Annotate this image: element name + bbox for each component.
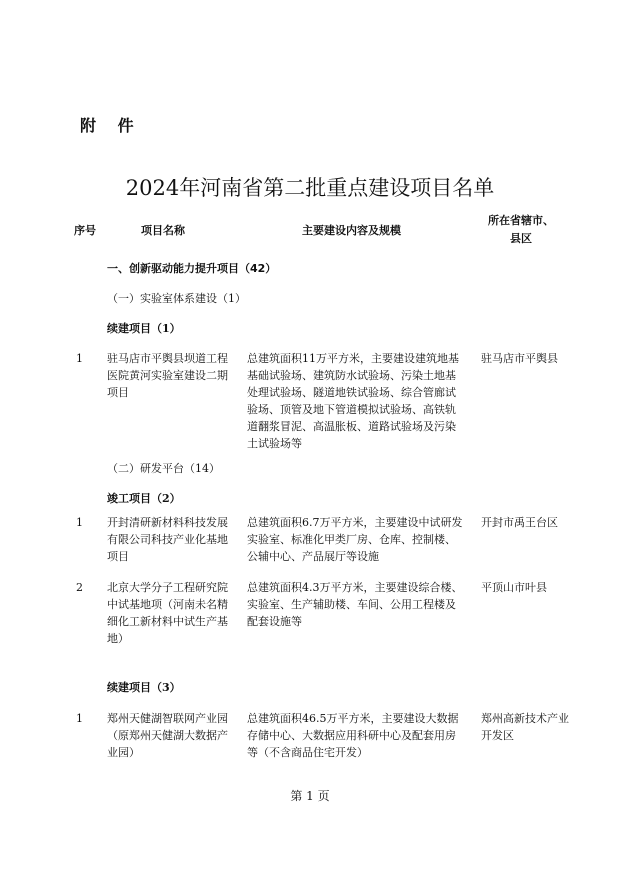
row-location: 郑州高新技术产业开发区 xyxy=(481,712,569,742)
subsection-rd: （二）研发平台（14） xyxy=(107,462,220,475)
row-name: 北京大学分子工程研究院中试基地项（河南未名精细化工新材料中试生产基地） xyxy=(107,581,228,645)
row-location: 平顶山市叶县 xyxy=(481,581,547,594)
document-title: 2024年河南省第二批重点建设项目名单 xyxy=(125,176,495,200)
group-continuing-3: 续建项目（3） xyxy=(107,681,181,694)
row-location: 驻马店市平舆县 xyxy=(481,352,558,365)
header-location xyxy=(476,212,566,248)
row-content: 总建筑面积11万平方米，主要建设建筑地基基础试验场、建筑防水试验场、污染土地基处理试验场、隧道地铁试验场、综合管廊试验场、顶管及地下管道模拟试验场、高铁轨道翻浆冒泥、高温胀板、道路试验场及污染土试验场等 xyxy=(247,352,459,450)
row-name: 驻马店市平舆县坝道工程医院黄河实验室建设二期项目 xyxy=(107,352,228,399)
row-no: 1 xyxy=(76,712,83,725)
group-continuing-1: 续建项目（1） xyxy=(107,322,181,335)
row-name: 郑州天健湖智联网产业园（原郑州天健湖大数据产业园） xyxy=(107,712,228,759)
row-no: 1 xyxy=(76,352,83,365)
row-location: 开封市禹王台区 xyxy=(481,516,558,529)
page-number: 第 1 页 xyxy=(290,789,330,803)
row-content: 总建筑面积6.7万平方米，主要建设中试研发实验室、标准化甲类厂房、仓库、控制楼、公辅中心、产品展厅等设施 xyxy=(247,516,463,563)
row-no: 1 xyxy=(76,516,83,529)
group-completed: 竣工项目（2） xyxy=(107,492,181,505)
row-no: 2 xyxy=(76,581,83,594)
header-location-line1: 所在省辖市、 xyxy=(488,214,554,227)
header-no: 序号 xyxy=(74,224,96,237)
header-location-line2: 县区 xyxy=(510,232,532,245)
header-name: 项目名称 xyxy=(141,224,185,237)
row-content: 总建筑面积4.3万平方米，主要建设综合楼、实验室、生产辅助楼、车间、公用工程楼及配套设施等 xyxy=(247,581,463,628)
header-content: 主要建设内容及规模 xyxy=(302,224,401,237)
section-heading: 一、创新驱动能力提升项目（42） xyxy=(107,262,277,275)
row-name: 开封清研新材料科技发展有限公司科技产业化基地项目 xyxy=(107,516,228,563)
subsection-lab: （一）实验室体系建设（1） xyxy=(107,292,246,305)
attachment-label: 附 件 xyxy=(80,116,142,135)
row-content: 总建筑面积46.5万平方米，主要建设大数据存储中心、大数据应用科研中心及配套用房等（不含商品住宅开发） xyxy=(247,712,459,759)
